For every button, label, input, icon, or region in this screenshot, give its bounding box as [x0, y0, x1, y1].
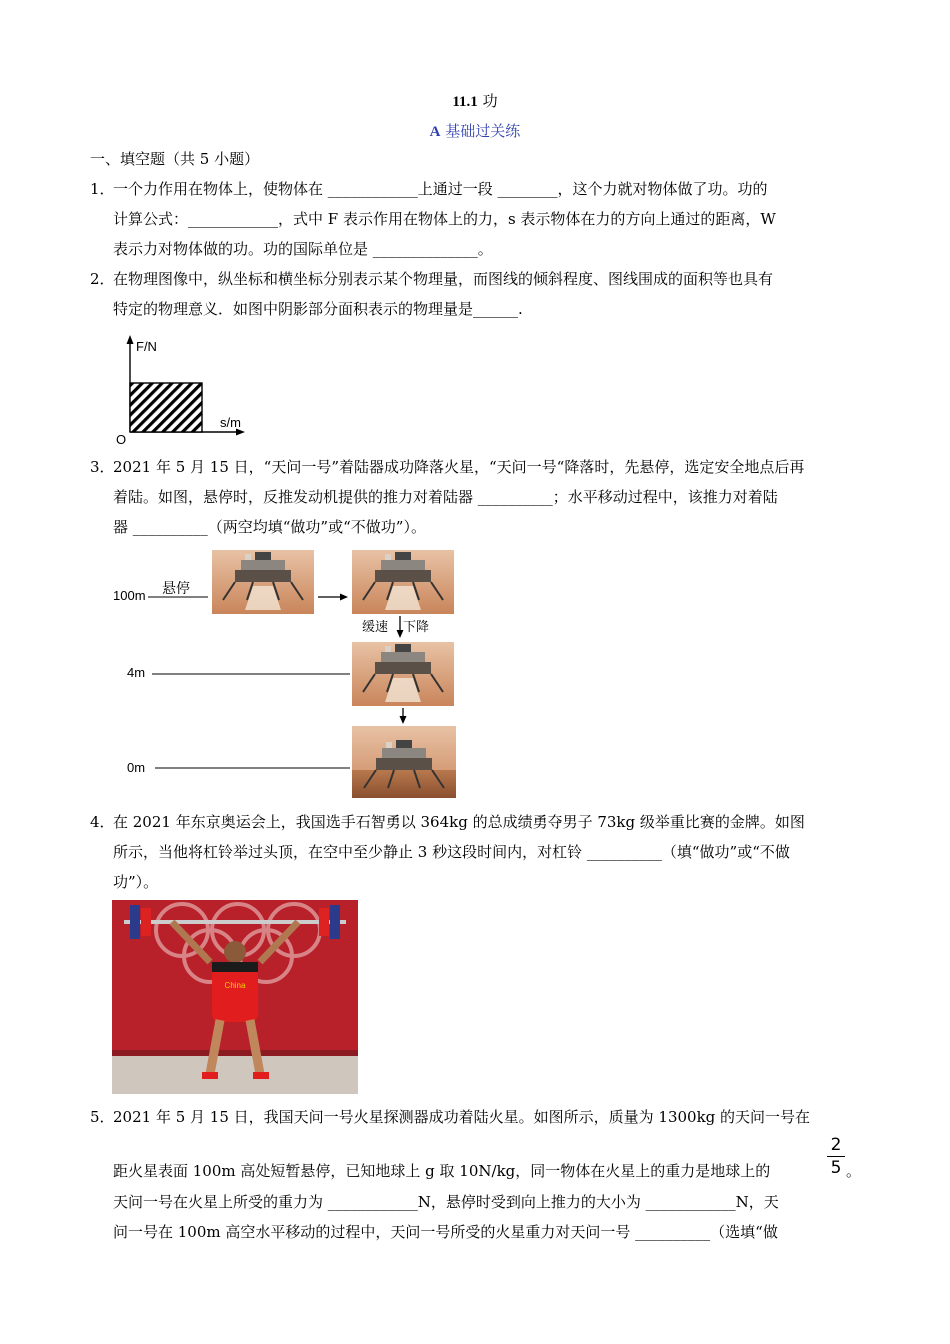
page-title	[0, 90, 950, 111]
hover-label: 悬停	[162, 581, 190, 597]
subtitle-text: 基础过关练	[445, 122, 521, 140]
fraction-bar	[827, 1156, 845, 1157]
q3-number: 3．	[90, 458, 115, 476]
q5-line-2-end: 。	[846, 1162, 862, 1180]
fraction-two-fifths	[827, 1135, 845, 1178]
q2-line-2: 特定的物理意义．如图中阴影部分面积表示的物理量是______.	[113, 300, 523, 318]
q5-line-4: 问一号在 100m 高空水平移动的过程中，天问一号所受的火星重力对天问一号 __________（选填“做	[113, 1223, 778, 1241]
q5-number: 5．	[90, 1108, 115, 1126]
lander-descent-figure	[110, 548, 460, 803]
q3-line-1: 2021 年 5 月 15 日，“天问一号”着陆器成功降落火星，“天问一号“降落时，先悬停，选定安全地点后再	[113, 458, 805, 476]
descend-label-a: 缓速	[362, 620, 389, 635]
page-subtitle	[0, 120, 950, 141]
q4-line-1: 在 2021 年东京奥运会上，我国选手石智勇以 364kg 的总成绩勇夺男子 73kg 级举重比赛的金牌。如图	[113, 813, 805, 831]
q1-number: 1．	[90, 180, 115, 198]
title-text: 功	[482, 92, 498, 110]
lander-landed-photo	[352, 726, 456, 798]
q5-line-1: 2021 年 5 月 15 日，我国天问一号火星探测器成功着陆火星。如图所示，质量为 1300kg 的天问一号在	[113, 1108, 811, 1126]
height-0m-label: 0m	[127, 760, 146, 775]
y-axis-label: F/N	[136, 339, 157, 354]
origin-label: O	[116, 432, 127, 447]
lander-4m-photo	[352, 642, 454, 706]
fraction-denominator: 5	[830, 1158, 842, 1178]
height-100m-label: 100m	[113, 588, 146, 603]
q2-line-1: 在物理图像中，纵坐标和横坐标分别表示某个物理量，而图线的倾斜程度、图线围成的面积等也具有	[113, 270, 774, 288]
land-arrow-head-icon	[400, 716, 407, 724]
lander-move-photo	[352, 550, 454, 614]
subtitle-letter: A	[429, 124, 441, 140]
force-distance-graph	[112, 332, 252, 447]
x-axis-label: s/m	[220, 415, 241, 430]
q5-line-2	[113, 1161, 770, 1181]
q1-line-2: 计算公式：____________，式中 F 表示作用在物体上的力，s 表示物体在力的方向上通过的距离，W	[113, 210, 776, 228]
fraction-numerator: 2	[830, 1135, 842, 1155]
q3-line-2: 着陆。如图，悬停时，反推发动机提供的推力对着陆器 __________；水平移动过程中，该推力对着陆	[113, 488, 778, 506]
jersey-text: China	[224, 981, 246, 990]
q4-line-3: 功”）。	[113, 873, 159, 891]
q4-number: 4．	[90, 813, 115, 831]
q4-line-2: 所示，当他将杠铃举过头顶，在空中至少静止 3 秒这段时间内，对杠铃 __________（填“做功”或“不做	[113, 843, 790, 861]
q5-line-2-text: 距火星表面 100m 高处短暂悬停，已知地球上 g 取 10N/kg，同一物体在火星上的重力是地球上的	[113, 1162, 771, 1180]
q1-line-3: 表示力对物体做的功。功的国际单位是 ______________。	[113, 240, 493, 258]
title-number: 11.1	[452, 94, 478, 110]
q1-line-1: 一个力作用在物体上，使物体在 ____________上通过一段 ________，这个力就对物体做了功。功的	[113, 180, 768, 198]
descend-label-b: 下降	[403, 620, 430, 635]
shaded-area	[130, 383, 202, 432]
q2-number: 2．	[90, 270, 115, 288]
move-arrow-head-icon	[340, 594, 348, 601]
weightlifter-photo	[112, 900, 358, 1094]
y-axis-arrow-icon	[127, 335, 134, 344]
q5-line-3: 天问一号在火星上所受的重力为 ____________N，悬停时受到向上推力的大小为 ____________N，天	[113, 1193, 779, 1211]
section-heading: 一、填空题（共 5 小题）	[90, 150, 260, 168]
lander-hover-photo	[212, 550, 314, 614]
q3-line-3: 器 __________（两空均填“做功”或“不做功”）。	[113, 518, 426, 536]
height-4m-label: 4m	[127, 665, 146, 680]
